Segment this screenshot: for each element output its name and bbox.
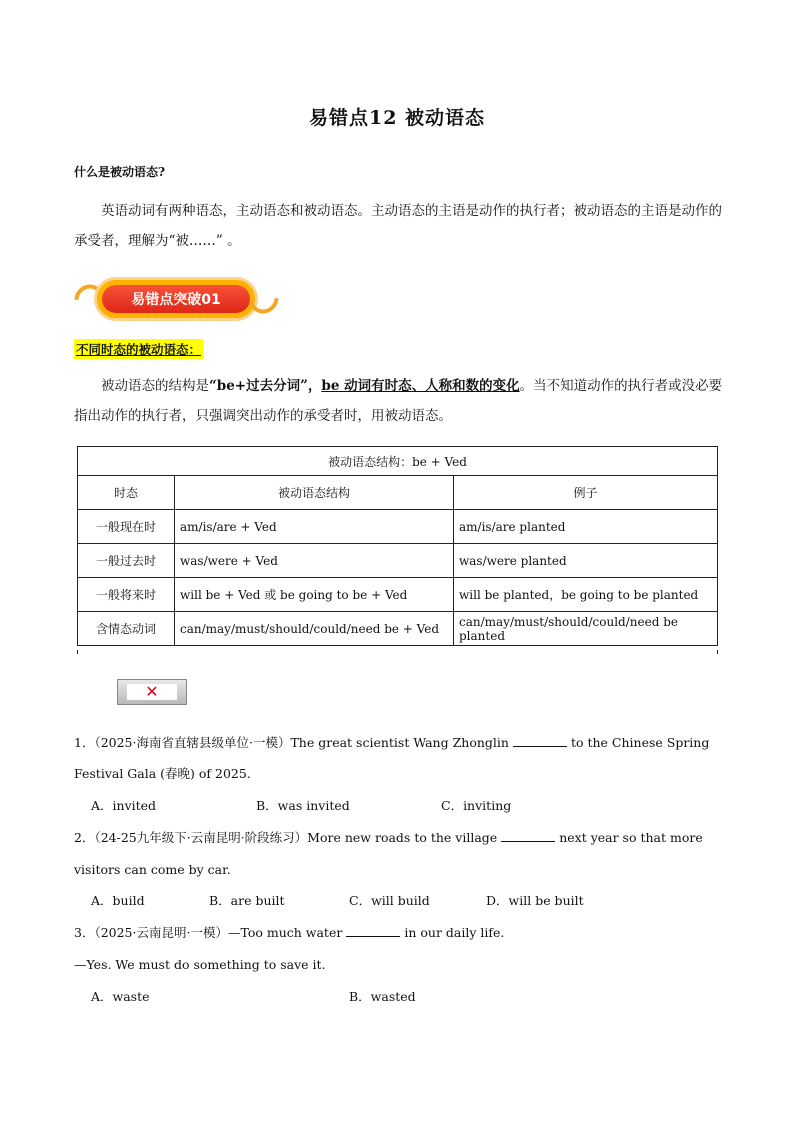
header-example: 例子 (454, 476, 718, 510)
table-row (78, 612, 718, 646)
intro-paragraph: 英语动词有两种语态，主动语态和被动语态。主动语态的主语是动作的执行者；被动语态的主语是动作的承受者，理解为“被……” 。 (74, 203, 722, 249)
question-2-line-1: 2．（24-25九年级下·云南昆明·阶段练习）More new roads to the village next year so that more (74, 830, 703, 845)
header-tense: 时态 (78, 476, 175, 510)
tense-cell: 一般现在时 (78, 510, 175, 544)
structure-cell: am/is/are + Ved (175, 510, 454, 544)
wrong-mark-icon (117, 679, 187, 705)
table-row (78, 544, 718, 578)
question-1-line-2: Festival Gala (春晚) of 2025. (74, 766, 251, 781)
question-3-line-1: 3．（2025·云南昆明·一模）—Too much water in our daily life. (74, 925, 505, 940)
answer-blank (501, 829, 555, 842)
example-cell: am/is/are planted (454, 510, 718, 544)
q3-option-a[interactable]: A．waste (91, 989, 150, 1004)
passive-voice-table (77, 446, 718, 646)
banner-label: 易错点突破01 (97, 280, 255, 318)
structure-cell: will be + Ved 或 be going to be + Ved (175, 578, 454, 612)
q1-option-a[interactable]: A．invited (91, 798, 157, 813)
wrong-mark-glyph: ✕ (127, 684, 177, 700)
structure-cell: was/were + Ved (175, 544, 454, 578)
table-continuation (77, 650, 718, 654)
q2-option-b[interactable]: B．are built (209, 893, 285, 908)
banner-swirl-right-icon (243, 278, 284, 319)
structure-paragraph: 被动语态的结构是“be+过去分词”，be 动词有时态、人称和数的变化。当不知道动作的执行者或没必要指出动作的执行者，只强调突出动作的承受者时，用被动语态。 (74, 378, 723, 424)
table-row (78, 578, 718, 612)
tense-cell: 一般将来时 (78, 578, 175, 612)
question-2-line-2: visitors can come by car. (74, 862, 231, 877)
question-3-line-2: —Yes. We must do something to save it. (74, 957, 326, 972)
q1-option-c[interactable]: C．inviting (441, 798, 512, 813)
section-question: 什么是被动语态? (74, 165, 166, 179)
q2-option-a[interactable]: A．build (91, 893, 145, 908)
question-1-line-1: 1．（2025·海南省直辖县级单位·一模）The great scientist Wang Zhonglin to the Chinese Spring (74, 735, 710, 750)
tense-cell: 一般过去时 (78, 544, 175, 578)
table-header-row (78, 476, 718, 510)
q2-option-c[interactable]: C．will build (349, 893, 430, 908)
q3-option-b[interactable]: B．wasted (349, 989, 416, 1004)
structure-cell: can/may/must/should/could/need be + Ved (175, 612, 454, 646)
q2-option-d[interactable]: D．will be built (486, 893, 584, 908)
example-cell: will be planted，be going to be planted (454, 578, 718, 612)
table-caption: 被动语态结构：be + Ved (78, 447, 718, 476)
q1-option-b[interactable]: B．was invited (256, 798, 350, 813)
table-row (78, 510, 718, 544)
tense-cell: 含情态动词 (78, 612, 175, 646)
header-structure: 被动语态结构 (175, 476, 454, 510)
page-title: 易错点12 被动语态 (308, 107, 486, 129)
answer-blank (513, 734, 567, 747)
highlight-heading: 不同时态的被动语态： (74, 339, 203, 359)
example-cell: was/were planted (454, 544, 718, 578)
section-banner (74, 275, 279, 323)
example-cell: can/may/must/should/could/need be planted (454, 612, 718, 646)
answer-blank (346, 924, 400, 937)
